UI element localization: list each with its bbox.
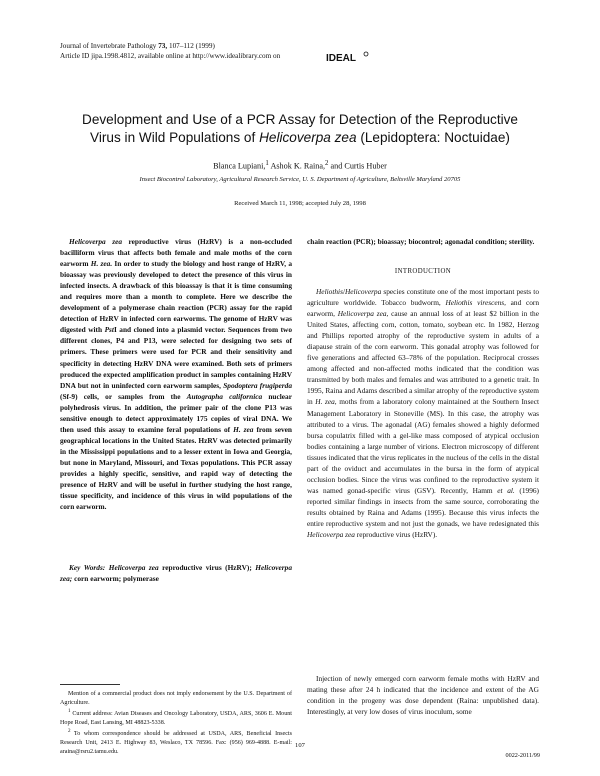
intro-text-3: cause an annual loss of at least $2 billion in the United States, affecting corn, cotton, tomato, soybean etc. In 1982, Herzog and Phillips reported atrophy of the reproductive system in adults of a diapause strain of the corn earworm. This gonadal atrophy was followed for five generations and affected 63–78% of the population. Reciprocal crosses among affected and non-affected moths indicated that the condition was transmitted by both males and females and was attributed to a genetic trait. In 1995, Raina and Adams described a similar atrophy of the reproductive system in	[307, 309, 539, 407]
intro-text-6: reproductive virus (HzRV).	[354, 530, 438, 540]
section-heading-introduction: INTRODUCTION	[394, 268, 452, 275]
intro-paragraph-1	[307, 286, 539, 540]
abstract-text-4: (Sf-9) cells, or samples from the	[60, 391, 187, 401]
title-line-2a: Virus in Wild Populations of	[90, 130, 256, 145]
intro-genus-1: Heliothis	[316, 287, 343, 296]
footnote-1-mark: 1	[68, 708, 71, 715]
abstract	[60, 236, 292, 512]
intro-text-1: species constitute one of the most important pests to agriculture worldwide. Tobacco budworm,	[307, 287, 539, 308]
footnote-2-mark: 2	[68, 728, 71, 735]
issn-code: 0022-2011/99	[505, 752, 540, 759]
footnote-2-text: To whom correspondence should be addressed at USDA, ARS, Beneficial Insects Research Unit, 2413 E. Highway 83, Weslaco, TX 78596. Fax: (956) 969-4888. E-mail: araina@rsru2.tamu.edu.	[60, 731, 292, 755]
ideal-logo-text: IDEAL	[326, 53, 356, 64]
footnote-1	[60, 707, 292, 727]
title-species: Helicoverpa zea	[259, 130, 357, 145]
abstract-text-3: I and cloned into a plasmid vector. Sequences from two different clones, P4 and P13, were selected for designing two sets of primers. These primers were used for PCR and their sensitivity and specificity in detecting HzRV DNA were examined. Both sets of primers produced the expected amplification product in samples containing HzRV DNA but not in uninfected corn earworm samples,	[60, 325, 292, 390]
abstract-species-4: Autographa californica	[186, 391, 263, 401]
footnote-2	[60, 727, 292, 756]
abstract-species-3: Spodoptera frugiperda	[223, 380, 292, 390]
abstract-text-6: from seven geographical locations in the United States. HzRV was detected primarily in the Mississippi populations and to a lesser extent in Iowa and Georgia, but none in Maryland, Missouri, and Texas populations. This PCR assay provides a highly specific, sensitive, and rapid way of detecting the presence of HzRV and will be useful in further studying the host range, tissue specificity, and incidence of this virus in wild populations of the corn earworm.	[60, 424, 292, 512]
intro-text-4: moths from a laboratory colony maintained at the Southern Insect Management Laboratory in Stoneville (MS). In this case, the atrophy was attributed to a virus. The agonadal (AG) females showed a highly deformed bursa copulatrix filled with a gel-like mass composed of atypical occlusion bodies containing a large number of virions. Electron microscopy of different tissues indicated that the virus replicates in the nucleus of the cells in the distal part of the oviduct and accumulates in the bursa in the form of atypical occlusion bodies. Since the virus was confined to the reproductive system it was named gonad-specific virus (GSV). Recently, Hamm	[307, 397, 539, 495]
intro-text-5: (1996) reported similar findings in insects from the same source, corroborating the results obtained by Raina and Adams (1995). Because this virus infects the entire reproductive system and not just the gonads, we have redesignated this	[307, 485, 540, 528]
journal-volume: 73,	[158, 42, 168, 50]
article-title	[40, 111, 560, 147]
footnote-1-text: Current address: Avian Diseases and Oncology Laboratory, USDA, ARS, 3606 E. Mount Hope Road, East Lansing, MI 48823-5338.	[60, 711, 292, 726]
keywords-label: Key Words:	[69, 563, 106, 572]
intro-species-1: Heliothis virescens,	[445, 298, 506, 308]
author-2-footnote-mark: 2	[325, 160, 329, 167]
journal-pages-year: 107–112 (1999)	[168, 42, 215, 50]
abstract-text-1: reproductive virus (HzRV) is a non-occluded bacilliform virus that affects both female and male moths of the corn earworm	[60, 237, 292, 269]
author-lupiani: Blanca Lupiani,	[213, 161, 266, 171]
footnote-rule	[60, 684, 120, 685]
keyword-species: Helicoverpa zea	[108, 563, 159, 572]
author-huber: and Curtis Huber	[330, 161, 387, 171]
abstract-species-2: H. zea.	[90, 259, 113, 269]
keyword-text-1: reproductive virus (HzRV);	[158, 563, 256, 572]
intro-paragraph-2: Injection of newly emerged corn earworm female moths with HzRV and mating these after 24 h indicated that the incidence and extent of the AG condition in the progeny was dose dependent (Raina: unpublished data). Interestingly, at very low doses of virus inoculum, some	[307, 674, 539, 717]
ideal-logo	[326, 50, 370, 64]
affiliation: Insect Biocontrol Laboratory, Agricultural Research Service, U. S. Department of Agriculture, Beltsville Maryland 20705	[139, 176, 461, 183]
title-line-2b: (Lepidoptera: Noctuidae)	[360, 130, 510, 145]
author-raina: Ashok K. Raina,	[270, 161, 326, 171]
footnote-disclaimer: Mention of a commercial product does not imply endorsement by the U.S. Department of Agriculture.	[60, 691, 292, 706]
abstract-species: Helicoverpa zea	[69, 237, 123, 246]
journal-name: Journal of Invertebrate Pathology	[60, 42, 157, 50]
abstract-species-5: H. zea	[233, 424, 254, 434]
keyword-text-2: corn earworm; polymerase	[72, 574, 159, 584]
keywords	[60, 562, 292, 584]
title-line-1: Development and Use of a PCR Assay for Detection of the Reproductive	[82, 112, 518, 127]
intro-species-2: Helicoverpa zea,	[337, 309, 389, 319]
keywords-continued: chain reaction (PCR); bioassay; biocontrol; agonadal condition; sterility.	[307, 237, 535, 246]
journal-header	[60, 41, 280, 61]
abstract-text-2: In order to study the biology and host range of HzRV, a bioassay was previously developed to detect the presence of this virus in infected insects. A drawback of this bioassay is that it is time consuming and requires more than a month to complete. Here we describe the development of a polymerase chain reaction (PCR) assay for the rapid detection of HzRV in infected corn earworms. The genome of HzRV was digested with	[60, 259, 292, 335]
author-1-footnote-mark: 1	[265, 160, 269, 167]
journal-citation	[60, 41, 280, 51]
article-id-line: Article ID jipa.1998.4812, available online at http://www.idealibrary.com on	[60, 52, 281, 60]
intro-genus-2: Helicoverpa	[344, 287, 382, 296]
keyword-species-2: Helicoverpa zea;	[60, 563, 292, 584]
abstract-text-5: nuclear polyhedrosis virus. In addition, the primer pair of the clone P13 was sensitive enough to detect approximately 175 copies of viral DNA. We then used this assay to examine feral populations of	[60, 391, 292, 434]
intro-text-2: and corn earworm,	[307, 298, 540, 319]
author-list	[40, 160, 560, 171]
received-dates: Received March 11, 1998; accepted July 28, 1998	[234, 200, 366, 207]
footnotes	[60, 690, 292, 756]
intro-species-4: Helicoverpa zea	[307, 530, 355, 540]
intro-species-3: H. zea,	[315, 397, 337, 407]
page-number: 107	[295, 742, 305, 749]
intro-slash: /	[342, 287, 345, 296]
abstract-enzyme: Pst	[104, 325, 114, 335]
intro-et-al: et al.	[497, 485, 515, 495]
